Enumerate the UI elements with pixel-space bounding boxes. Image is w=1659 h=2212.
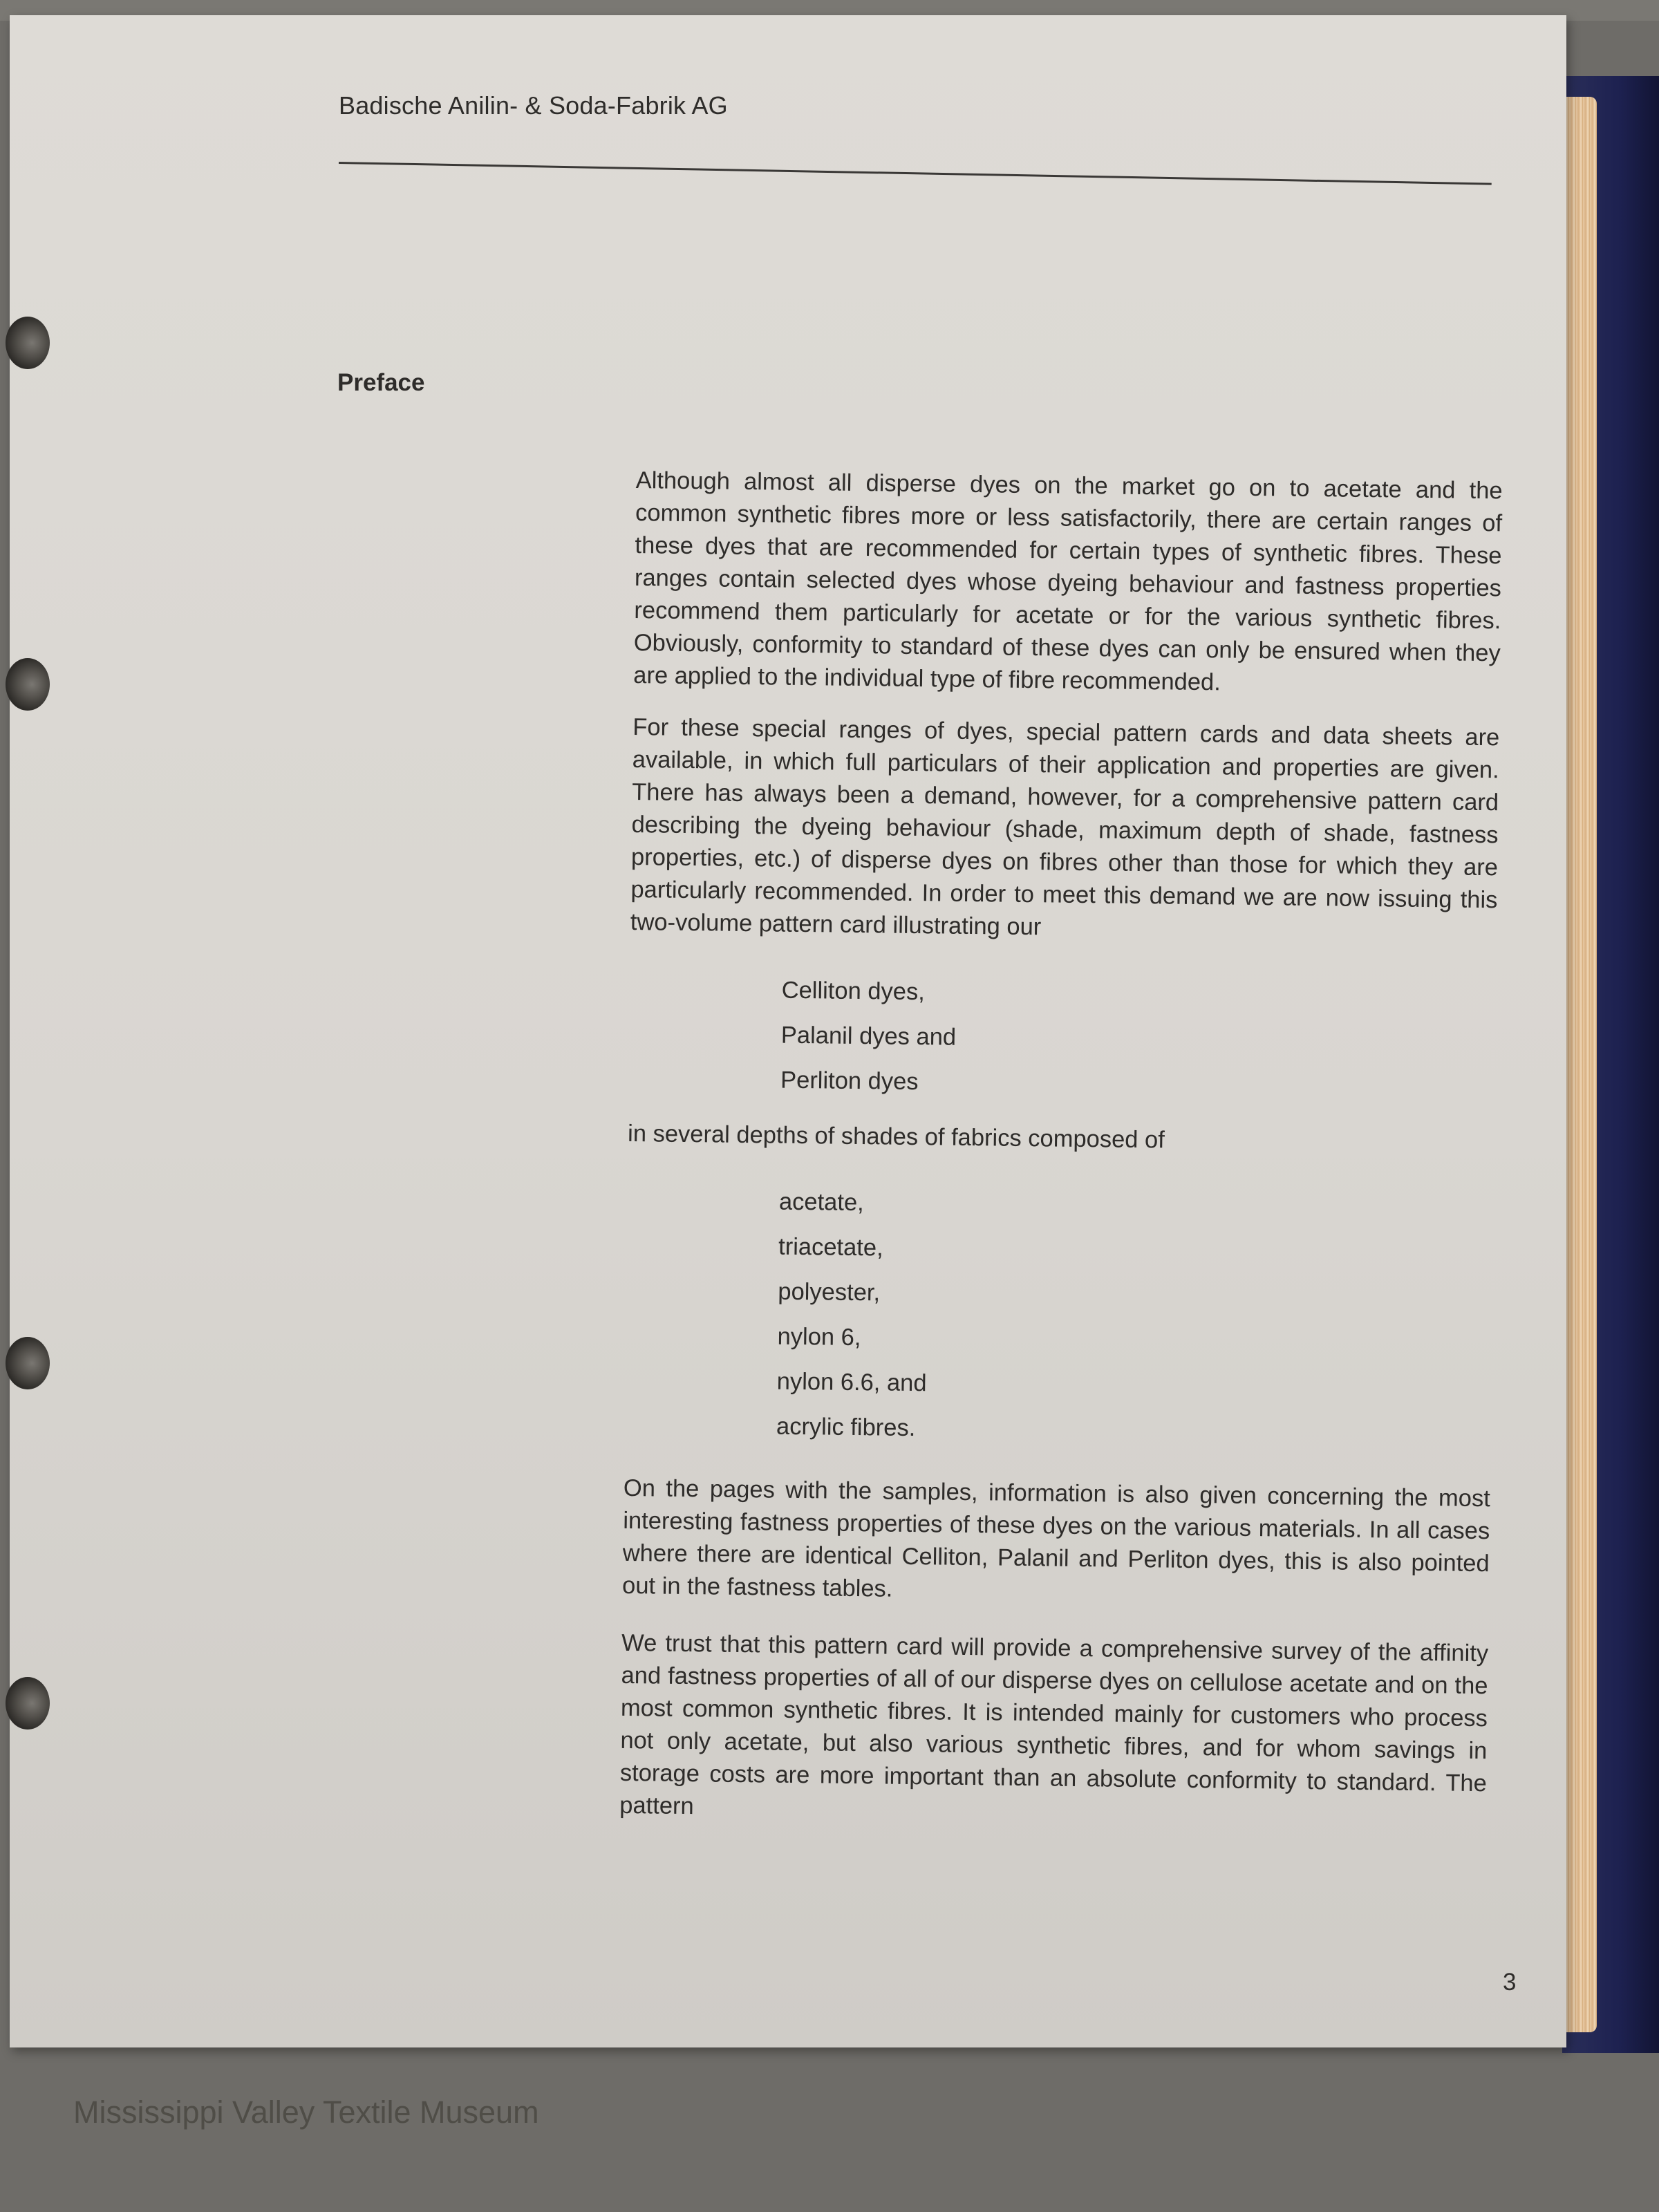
list-item: Celliton dyes, xyxy=(781,977,926,1006)
binder-hole xyxy=(6,1677,50,1730)
paragraph-2: For these special ranges of dyes, special pattern cards and data sheets are available, in which full particulars of their application and properties are given. There has always been a demand, however, for a comprehensive pattern card describing the dyeing behaviour (shade, maximum depth of shade, fastness properties, etc.) of disperse dyes on fibres other than those for which they are particularly recommended. In order to meet this demand we are now issuing this two-volume pattern card illustrating our xyxy=(630,713,1500,941)
section-heading: Preface xyxy=(337,369,425,396)
binder-hole xyxy=(6,317,50,369)
page-header-title: Badische Anilin- & Soda-Fabrik AG xyxy=(339,91,728,120)
museum-watermark: Mississippi Valley Textile Museum xyxy=(73,2094,539,2130)
list-item: Perliton dyes xyxy=(780,1067,919,1096)
dyes-list xyxy=(780,968,1497,1112)
fabrics-list xyxy=(776,1180,1494,1459)
binder-hole xyxy=(6,658,50,711)
body-text-column xyxy=(619,465,1503,1852)
list-item: acetate, xyxy=(778,1188,864,1217)
fabrics-intro: in several depths of shades of fabrics composed of xyxy=(627,1120,1165,1154)
binder-hole xyxy=(6,1337,50,1389)
document-page xyxy=(10,15,1566,2047)
list-item: nylon 6, xyxy=(777,1323,861,1351)
page-number: 3 xyxy=(1503,1969,1517,1996)
list-item: acrylic fibres. xyxy=(776,1413,916,1442)
list-item: triacetate, xyxy=(778,1233,883,1262)
list-item: nylon 6.6, and xyxy=(776,1368,927,1397)
list-item: Palanil dyes and xyxy=(780,1022,957,1051)
list-item: polyester, xyxy=(778,1278,881,1306)
paragraph-1: Although almost all disperse dyes on the market go on to acetate and the common synthetic fibres more or less satisfactorily, there are certain ranges of these dyes that are recommended for certain types of synthetic fibres. These ranges contain selected dyes whose dyeing behaviour and fastness properties recommend them particularly for acetate or for the various synthetic fibres. Obviously, conformity to standard of these dyes can only be ensured when they are applied to the individual type of fibre recommended. xyxy=(633,467,1503,696)
paragraph-4: We trust that this pattern card will provide a comprehensive survey of the affinity and fastness properties of all of our disperse dyes on cellulose acetate and on the most common synthetic fibres. It is intended mainly for customers who process not only acetate, but also various synthetic fibres, and for whom savings in storage costs are more important than an absolute conformity to standard. The pattern xyxy=(619,1629,1489,1820)
header-rule xyxy=(339,162,1492,185)
paragraph-3: On the pages with the samples, information is also given concerning the most interesting fastness properties of these dyes on the various materials. In all cases where there are identical Celliton, Palanil and Perliton dyes, this is also pointed out in the fastness tables. xyxy=(621,1474,1491,1602)
